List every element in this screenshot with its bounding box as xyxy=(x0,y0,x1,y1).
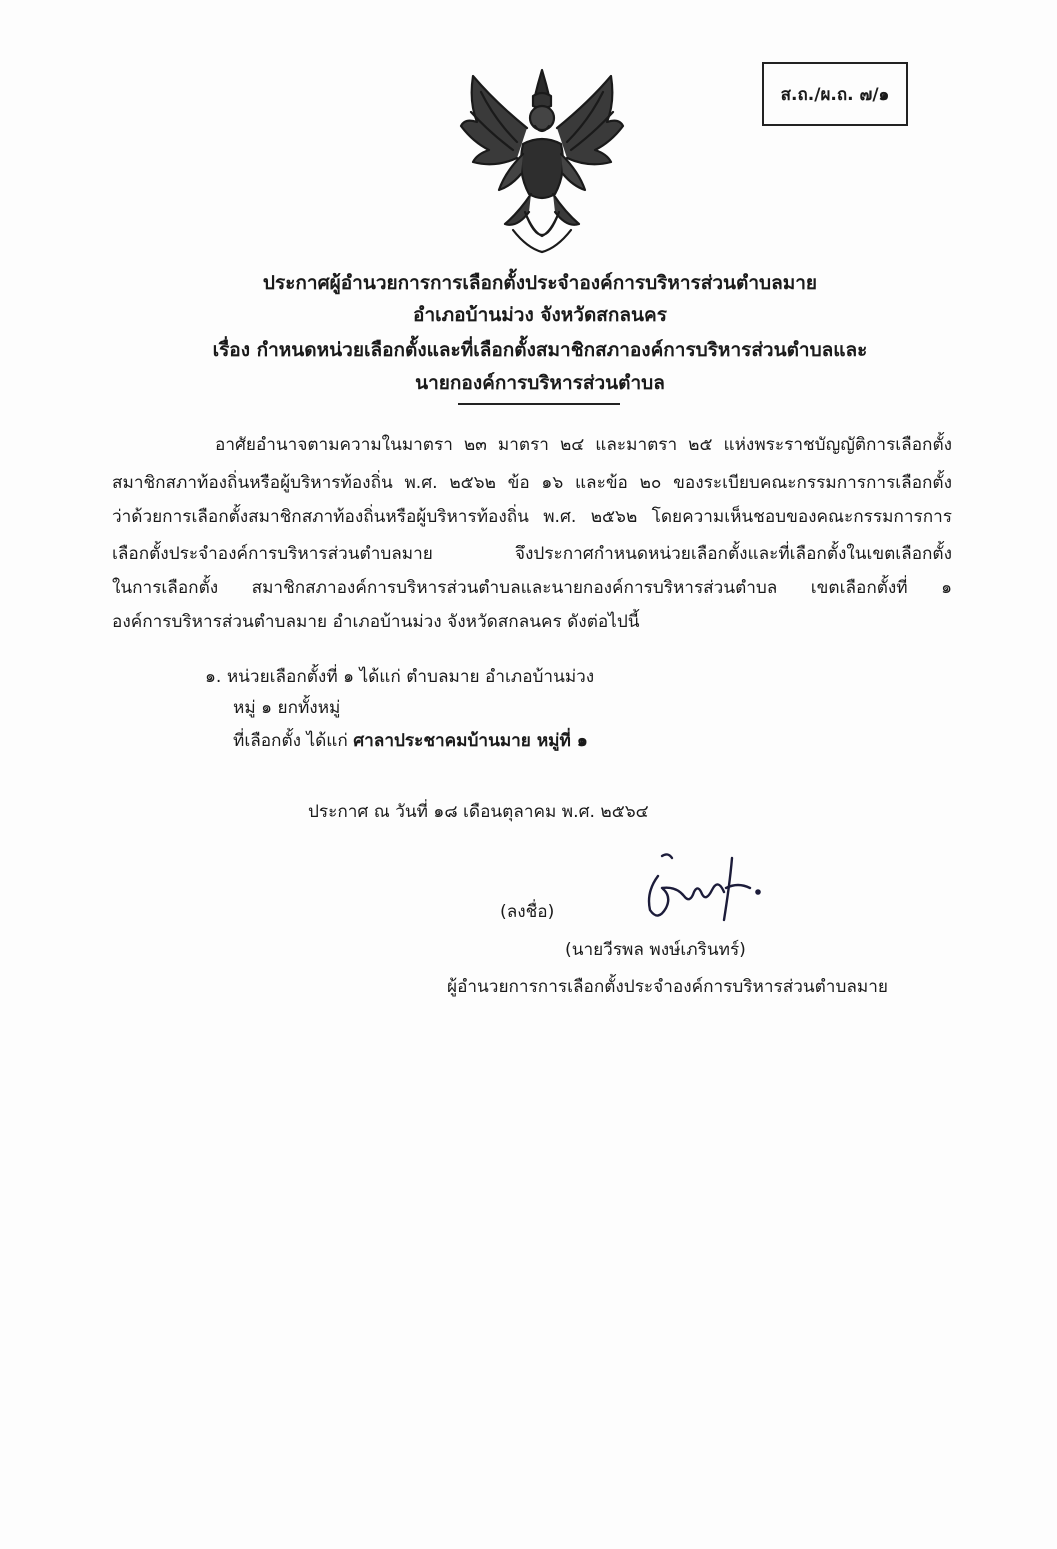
unit-line-1: ๑. หน่วยเลือกตั้งที่ ๑ ได้แก่ ตำบลมาย อำเภอบ้านม่วง xyxy=(205,667,595,687)
announce-date: ประกาศ ณ วันที่ ๑๘ เดือนตุลาคม พ.ศ. ๒๕๖๔ xyxy=(308,802,649,822)
polling-place-name: ศาลาประชาคมบ้านมาย หมู่ที่ ๑ xyxy=(353,731,588,751)
body-line-5: ในการเลือกตั้ง สมาชิกสภาองค์การบริหารส่วนตำบลและนายกองค์การบริหารส่วนตำบล เขตเลือกตั้งที่ ๑ xyxy=(112,578,952,598)
heading-subject: เรื่อง กำหนดหน่วยเลือกตั้งและที่เลือกตั้งสมาชิกสภาองค์การบริหารส่วนตำบลและ xyxy=(212,339,868,361)
body-line-6: องค์การบริหารส่วนตำบลมาย อำเภอบ้านม่วง จังหวัดสกลนคร ดังต่อไปนี้ xyxy=(112,612,640,632)
heading-line-2: อำเภอบ้านม่วง จังหวัดสกลนคร xyxy=(413,304,667,326)
heading-divider xyxy=(458,403,620,405)
garuda-emblem-icon xyxy=(455,62,630,257)
document-code: ส.ถ./ผ.ถ. ๗/๑ xyxy=(780,84,890,105)
body-line-4: เลือกตั้งประจำองค์การบริหารส่วนตำบลมาย จึงประกาศกำหนดหน่วยเลือกตั้งและที่เลือกตั้งในเขตเลือกตั้ง xyxy=(112,544,952,564)
heading-line-1: ประกาศผู้อำนวยการการเลือกตั้งประจำองค์การบริหารส่วนตำบลมาย xyxy=(262,272,818,294)
document-code-box xyxy=(762,62,908,126)
signer-position: ผู้อำนวยการการเลือกตั้งประจำองค์การบริหารส่วนตำบลมาย xyxy=(447,977,888,997)
body-line-1: อาศัยอำนาจตามความในมาตรา ๒๓ มาตรา ๒๔ และมาตรา ๒๕ แห่งพระราชบัญญัติการเลือกตั้ง xyxy=(215,435,952,455)
body-line-3: ว่าด้วยการเลือกตั้งสมาชิกสภาท้องถิ่นหรือผู้บริหารท้องถิ่น พ.ศ. ๒๕๖๒ โดยความเห็นชอบของคณะกรรมการการ xyxy=(112,507,952,527)
polling-place-label: ที่เลือกตั้ง ได้แก่ xyxy=(233,731,354,751)
unit-line-2: หมู่ ๑ ยกทั้งหมู่ xyxy=(233,698,341,718)
unit-line-3 xyxy=(233,726,588,754)
body-line-2: สมาชิกสภาท้องถิ่นหรือผู้บริหารท้องถิ่น พ.ศ. ๒๕๖๒ ข้อ ๑๖ และข้อ ๒๐ ของระเบียบคณะกรรมการการเลือกตั้ง xyxy=(112,473,952,493)
heading-line-4: นายกองค์การบริหารส่วนตำบล xyxy=(415,372,665,394)
signature-icon xyxy=(632,848,772,930)
sign-label: (ลงชื่อ) xyxy=(500,902,555,922)
signer-name: (นายวีรพล พงษ์เภรินทร์) xyxy=(565,940,746,960)
